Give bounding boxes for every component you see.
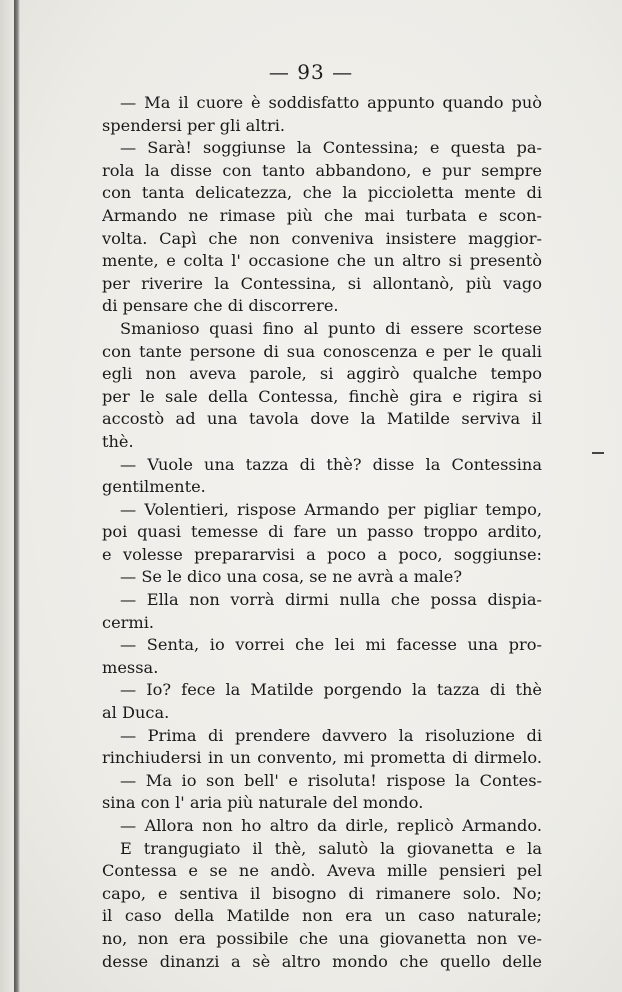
text-line: per le sale della Contessa, finchè gira e rigira si (102, 386, 542, 406)
text-line: no, non era possibile che una giovanetta non ve- (102, 928, 542, 948)
text-line: Smanioso quasi fino al punto di essere scortese (120, 318, 542, 338)
body-text (102, 92, 542, 973)
text-line: — Sarà! soggiunse la Contessina; e questa pa- (120, 138, 542, 158)
text-line: il caso della Matilde non era un caso naturale; (102, 906, 542, 926)
text-line: — Ma il cuore è soddisfatto appunto quando può (120, 93, 542, 112)
text-line: rola la disse con tanto abbandono, e pur sempre (102, 160, 542, 180)
text-line: — Volentieri, rispose Armando per pigliar tempo, (120, 499, 542, 519)
text-line: capo, e sentiva il bisogno di rimanere solo. No; (102, 883, 542, 903)
text-line: mente, e colta l' occasione che un altro si presentò (102, 251, 542, 271)
text-line: al Duca. (102, 703, 170, 723)
text-line: — Ella non vorrà dirmi nulla che possa dispia- (120, 590, 542, 610)
text-line: egli non aveva parole, si aggirò qualche tempo (102, 364, 542, 384)
text-line: desse dinanzi a sè altro mondo che quello delle (102, 951, 542, 971)
text-line: rinchiudersi in un convento, mi prometta di dirmelo. (102, 748, 542, 768)
text-line: e volesse prepararvisi a poco a poco, soggiunse: (102, 544, 542, 564)
text-line: cermi. (102, 612, 155, 632)
text-line: di pensare che di discorrere. (102, 296, 339, 316)
text-line: Contessa e se ne andò. Aveva mille pensieri pel (102, 861, 542, 881)
text-line: — Vuole una tazza di thè? disse la Contessina (120, 454, 542, 474)
binding-edge (14, 0, 20, 992)
text-line: gentilmente. (102, 477, 206, 497)
text-line: Armando ne rimase più che mai turbata e scon- (102, 205, 542, 225)
text-line: per riverire la Contessina, si allontanò, più vago (102, 273, 542, 293)
text-line: — Senta, io vorrei che lei mi facesse una pro- (120, 635, 542, 655)
text-line: — Se le dico una cosa, se ne avrà a male? (120, 567, 463, 587)
text-line: poi quasi temesse di fare un passo troppo ardito, (102, 522, 542, 542)
text-line: E trangugiato il thè, salutò la giovanetta e la (120, 838, 542, 858)
text-line: — Allora non ho altro da dirle, replicò Armando. (120, 816, 542, 835)
text-line: — Prima di prendere davvero la risoluzione di (120, 725, 542, 745)
text-line: — Io? fece la Matilde porgendo la tazza di thè (120, 680, 542, 700)
text-line: spendersi per gli altri. (102, 115, 286, 135)
page-number: — 93 — (268, 60, 354, 84)
text-line: thè. (102, 431, 134, 451)
page-edge-shadow (0, 0, 14, 992)
margin-mark (592, 452, 604, 454)
text-line: sina con l' aria più naturale del mondo. (102, 793, 424, 813)
text-line: con tante persone di sua conoscenza e per le quali (102, 341, 542, 361)
text-line: con tanta delicatezza, che la piccioletta mente di (102, 183, 542, 203)
text-line: accostò ad una tavola dove la Matilde serviva il (102, 409, 542, 429)
text-line: messa. (102, 657, 159, 677)
text-line: — Ma io son bell' e risoluta! rispose la Contes- (120, 770, 542, 790)
text-line: volta. Capì che non conveniva insistere maggior- (102, 228, 542, 248)
